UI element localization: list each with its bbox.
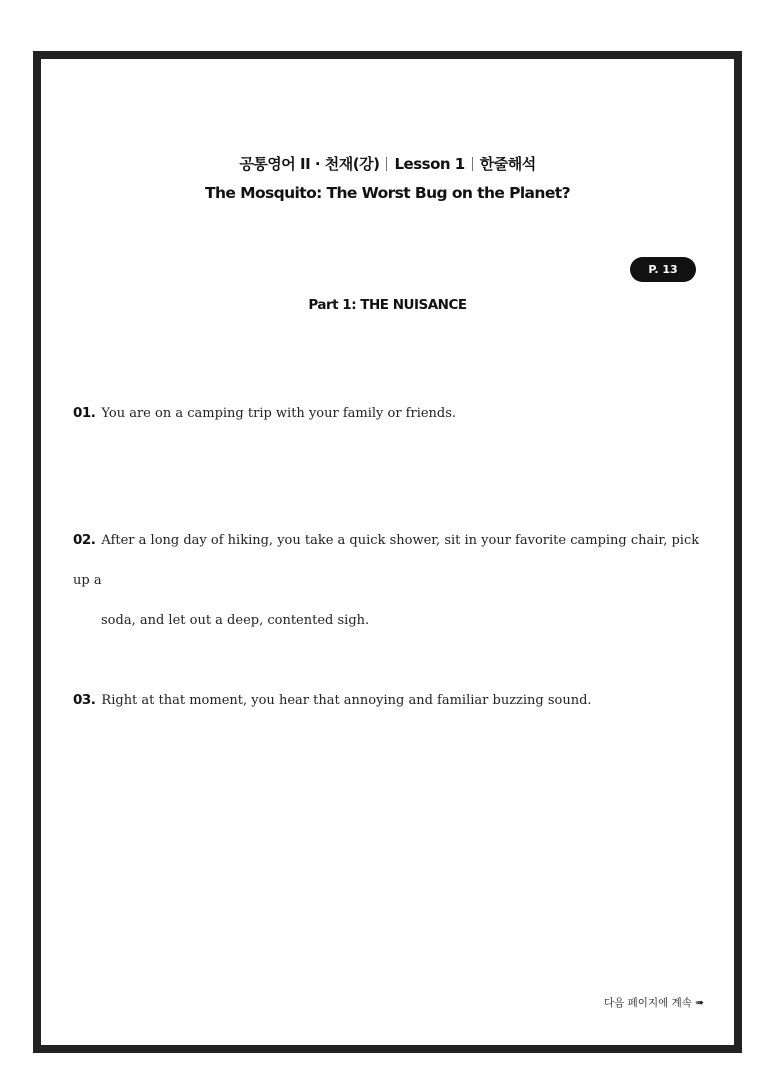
header-type: 한줄해석: [479, 155, 536, 173]
page-number-badge: P. 13: [630, 257, 696, 282]
sentence-continuation: soda, and let out a deep, contented sigh.: [101, 613, 370, 628]
sentence-text: Right at that moment, you hear that annoying and familiar buzzing sound.: [101, 693, 592, 708]
sentence-text: You are on a camping trip with your family or friends.: [101, 406, 457, 421]
sentence-item: [73, 680, 714, 721]
page-content: [41, 59, 734, 1045]
header-separator: [472, 157, 473, 171]
sentence-number: 02.: [73, 532, 96, 548]
sentence-item: [73, 520, 714, 641]
header-subject: 공통영어 II · 천재(강): [239, 155, 380, 173]
sentence-line: [73, 520, 714, 601]
sentence-line: [73, 393, 714, 434]
sentence-number: 03.: [73, 692, 96, 708]
header-separator: [386, 157, 387, 171]
part-title: Part 1: THE NUISANCE: [308, 297, 467, 313]
sentence-line: [73, 680, 714, 721]
sentence-text: After a long day of hiking, you take a quick shower, sit in your favorite camping chair, pick up a: [73, 533, 700, 588]
continue-next-page-note: 다음 페이지에 계속 ➠: [604, 997, 704, 1009]
header-lesson: Lesson 1: [394, 155, 465, 173]
sentence-number: 01.: [73, 405, 96, 421]
lesson-title: The Mosquito: The Worst Bug on the Planet?: [205, 184, 570, 202]
sentence-item: [73, 393, 714, 434]
header-subject-line: [41, 153, 734, 174]
page-frame: [33, 51, 742, 1053]
